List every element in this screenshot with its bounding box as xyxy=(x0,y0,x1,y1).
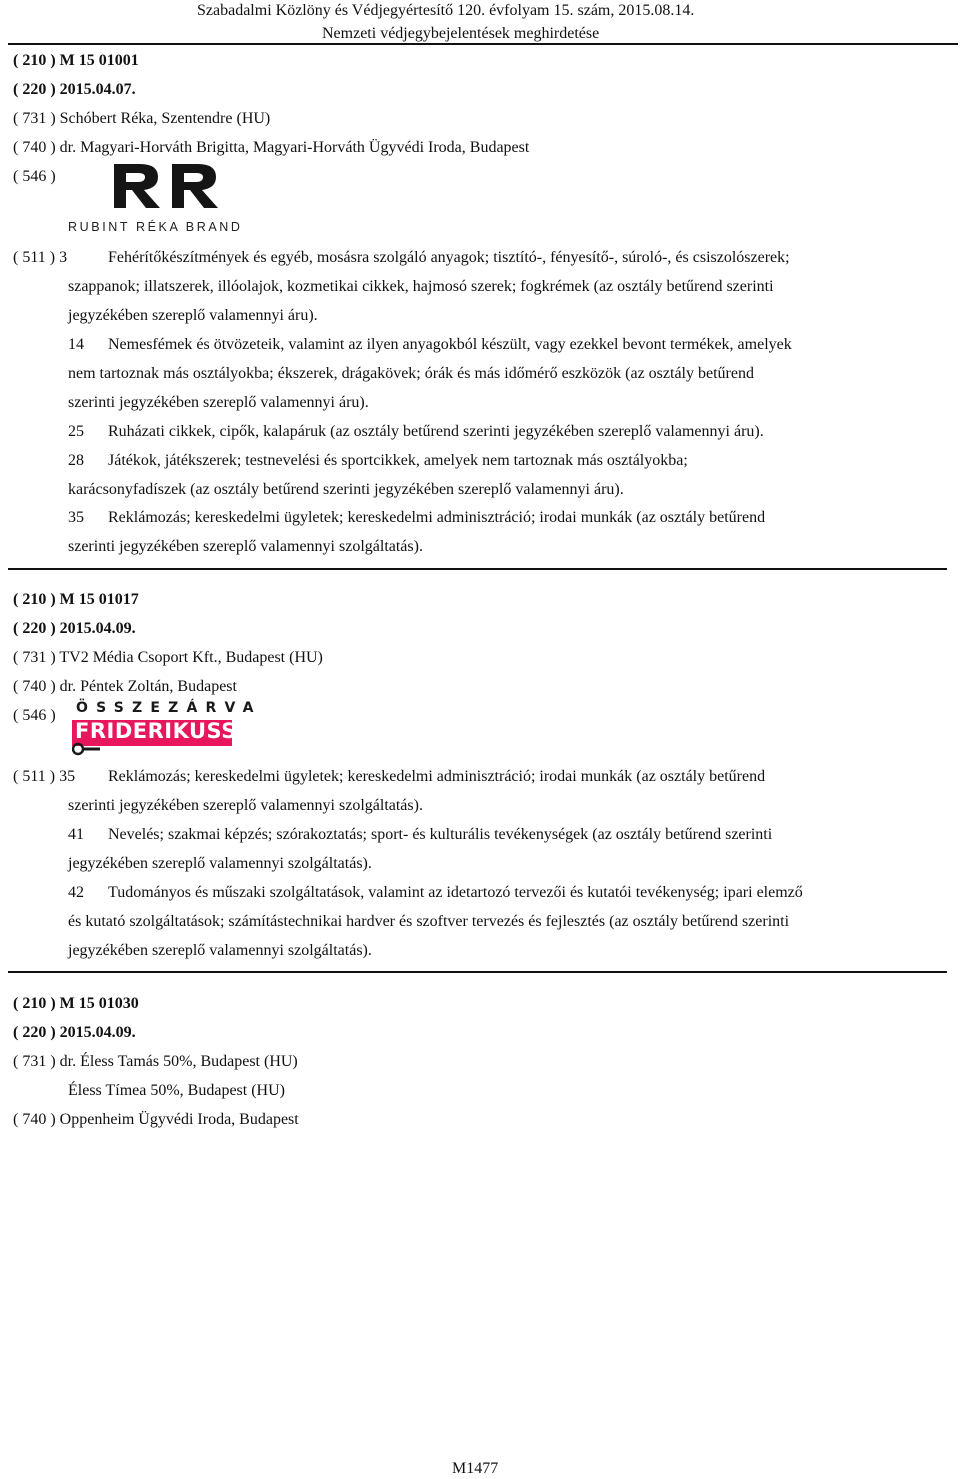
class-number: 25 xyxy=(68,423,84,440)
entry-separator xyxy=(8,971,947,973)
entry-separator xyxy=(8,568,947,570)
header-rule xyxy=(8,43,958,45)
class-number: 35 xyxy=(68,509,84,526)
entry1-class3-line3: jegyzékében szereplő valamennyi áru). xyxy=(68,307,318,324)
entry2-class-prefix: ( 511 ) 35 xyxy=(13,768,76,785)
rr-monogram-icon xyxy=(106,160,236,212)
entry1-filing-date: ( 220 ) 2015.04.07. xyxy=(13,81,136,98)
entry2-class42-line2: és kutató szolgáltatások; számítástechnikai hardver és szoftver tervezés és fejlesztés (az osztály betűrend szerinti xyxy=(68,913,790,930)
entry2-trademark-logo xyxy=(72,700,284,754)
entry1-class3-line2: szappanok; illatszerek, illóolajok, kozmetikai cikkek, hajmosó szerek; fogkrémek (az osztály betűrend szerinti xyxy=(68,278,774,295)
entry2-class42-line3: jegyzékében szereplő valamennyi szolgáltatás). xyxy=(68,942,372,959)
entry2-class35-line2: szerinti jegyzékében szereplő valamennyi szolgáltatás). xyxy=(68,797,423,814)
entry1-class14-line2: nem tartoznak más osztályokba; ékszerek, drágakövek; órák és más időmérő eszközök (az osztály betűrend xyxy=(68,365,754,382)
entry2-class42 xyxy=(68,883,803,903)
entry1-figurative-label: ( 546 ) xyxy=(13,168,56,185)
entry1-class14-line3: szerinti jegyzékében szereplő valamennyi áru). xyxy=(68,394,369,411)
entry1-class35 xyxy=(68,508,765,528)
class-text: Tudományos és műszaki szolgáltatások, valamint az idetartozó tervezői és kutatói tevékenység; ipari elemző xyxy=(108,884,803,901)
entry3-applicant: ( 731 ) dr. Éless Tamás 50%, Budapest (HU) xyxy=(13,1053,298,1070)
class-text: Játékok, játékszerek; testnevelési és sportcikkek, amelyek nem tartoznak más osztályokba; xyxy=(108,452,688,469)
section-header: Nemzeti védjegybejelentések meghirdetése xyxy=(322,25,600,42)
entry3-representative: ( 740 ) Oppenheim Ügyvédi Iroda, Budapest xyxy=(13,1111,299,1128)
class-text: Ruházati cikkek, cipők, kalapáruk (az osztály betűrend szerinti jegyzékében szereplő valamennyi áru). xyxy=(108,423,764,440)
entry1-class35-line2: szerinti jegyzékében szereplő valamennyi szolgáltatás). xyxy=(68,538,423,555)
entry2-logo-top-text: ÖSSZEZÁRVA xyxy=(76,700,262,716)
entry1-class25 xyxy=(68,422,764,442)
entry3-application-number: ( 210 ) M 15 01030 xyxy=(13,995,139,1012)
entry1-class28-line2: karácsonyfadíszek (az osztály betűrend szerinti jegyzékében szereplő valamennyi áru). xyxy=(68,481,624,498)
class-number: 14 xyxy=(68,336,84,353)
entry2-class35-line1: Reklámozás; kereskedelmi ügyletek; kereskedelmi adminisztráció; irodai munkák (az osztály betűrend xyxy=(108,768,766,785)
class-text: Nemesfémek és ötvözeteik, valamint az ilyen anyagokból készült, vagy ezekkel bevont termékek, amelyek xyxy=(108,336,792,353)
entry1-class28 xyxy=(68,451,688,471)
entry1-trademark-logo xyxy=(68,160,243,238)
entry3-filing-date: ( 220 ) 2015.04.09. xyxy=(13,1024,136,1041)
key-icon xyxy=(72,742,102,756)
entry3-applicant-2: Éless Tímea 50%, Budapest (HU) xyxy=(68,1082,285,1099)
entry1-application-number: ( 210 ) M 15 01001 xyxy=(13,52,139,69)
entry2-logo-word: FRIDERIKUSSZAL xyxy=(75,719,284,743)
entry1-logo-text: RUBINT RÉKA BRAND xyxy=(68,220,243,234)
entry2-applicant: ( 731 ) TV2 Média Csoport Kft., Budapest (HU) xyxy=(13,649,323,666)
journal-header: Szabadalmi Közlöny és Védjegyértesítő 120. évfolyam 15. szám, 2015.08.14. xyxy=(197,2,695,19)
entry1-applicant: ( 731 ) Schóbert Réka, Szentendre (HU) xyxy=(13,110,271,127)
class-text: Nevelés; szakmai képzés; szórakoztatás; sport- és kulturális tevékenységek (az osztály betűrend szerinti xyxy=(108,826,773,843)
entry2-class41-line2: jegyzékében szereplő valamennyi szolgáltatás). xyxy=(68,855,372,872)
page-number: M1477 xyxy=(452,1460,499,1477)
class-number: 42 xyxy=(68,884,84,901)
entry1-class14 xyxy=(68,335,792,355)
class-number: 28 xyxy=(68,452,84,469)
entry2-representative: ( 740 ) dr. Péntek Zoltán, Budapest xyxy=(13,678,237,695)
class-text: Reklámozás; kereskedelmi ügyletek; kereskedelmi adminisztráció; irodai munkák (az osztály betűrend xyxy=(108,509,766,526)
entry2-application-number: ( 210 ) M 15 01017 xyxy=(13,591,139,608)
entry2-figurative-label: ( 546 ) xyxy=(13,707,56,724)
entry2-class41 xyxy=(68,825,772,845)
entry2-filing-date: ( 220 ) 2015.04.09. xyxy=(13,620,136,637)
entry1-class3-line1: Fehérítőkészítmények és egyéb, mosásra szolgáló anyagok; tisztító-, fényesítő-, súroló-, és csiszolószerek; xyxy=(108,249,790,266)
class-number: 41 xyxy=(68,826,84,843)
entry1-class-prefix: ( 511 ) 3 xyxy=(13,249,68,266)
entry1-representative: ( 740 ) dr. Magyari-Horváth Brigitta, Magyari-Horváth Ügyvédi Iroda, Budapest xyxy=(13,139,530,156)
